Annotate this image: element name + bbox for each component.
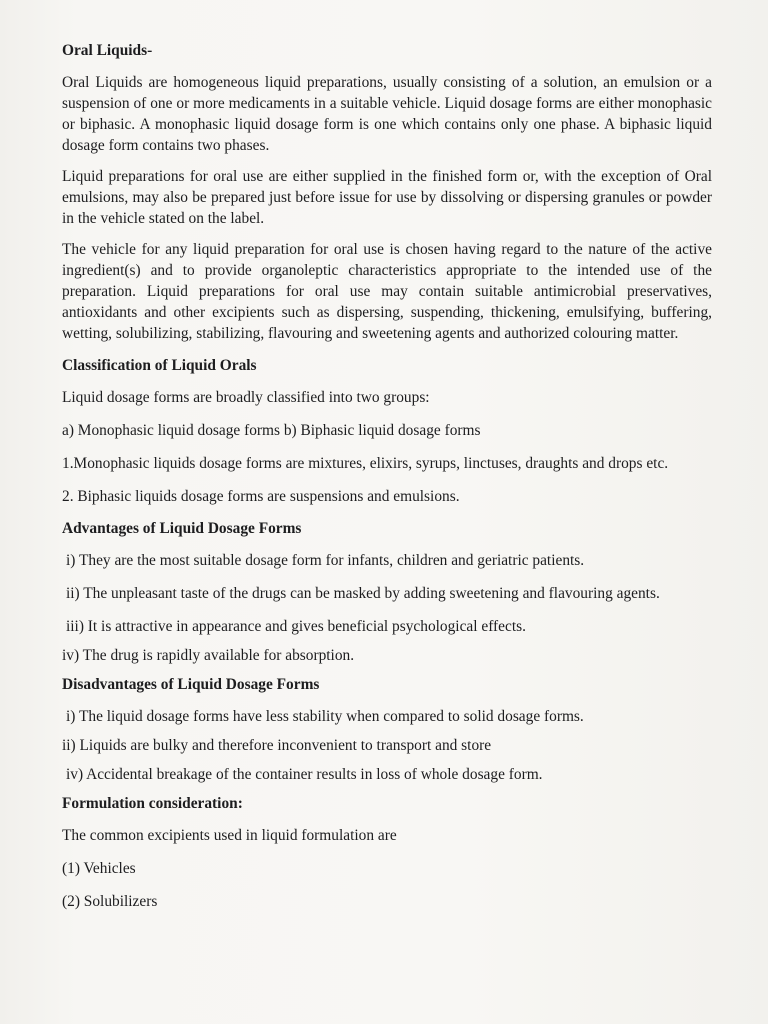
list-item: i) They are the most suitable dosage form for infants, children and geriatric patients. xyxy=(66,552,585,569)
paragraph-supply-and-preparation: Liquid preparations for oral use are either supplied in the finished form or, with the exception of Oral emulsions, may also be prepared just before issue for use by dissolving or dispersing granules or powder in the vehicle stated on the label. xyxy=(62,168,712,227)
paragraph-vehicle-and-excipients: The vehicle for any liquid preparation for oral use is chosen having regard to the nature of the active ingredient(s) and to provide organoleptic characteristics appropriate to the intended use of the preparation. Liquid preparations for oral use may contain suitable antimicrobial preservatives, antioxidants and other excipients such as dispersing, suspending, thickening, emulsifying, buffering, wetting, solubilizing, stabilizing, flavouring and sweetening agents and authorized colouring matter. xyxy=(62,241,712,342)
document-content xyxy=(62,40,712,922)
section-heading-classification: Classification of Liquid Orals xyxy=(62,357,257,374)
list-item: i) The liquid dosage forms have less stability when compared to solid dosage forms. xyxy=(66,708,584,725)
list-item: (1) Vehicles xyxy=(62,860,136,877)
list-item: iv) Accidental breakage of the container results in loss of whole dosage form. xyxy=(66,766,543,783)
classification-line: Liquid dosage forms are broadly classified into two groups: xyxy=(62,389,430,406)
classification-line: a) Monophasic liquid dosage forms b) Biphasic liquid dosage forms xyxy=(62,422,481,439)
section-heading-advantages: Advantages of Liquid Dosage Forms xyxy=(62,520,302,537)
list-item: ii) The unpleasant taste of the drugs can be masked by adding sweetening and flavouring agents. xyxy=(66,585,660,602)
classification-line: 2. Biphasic liquids dosage forms are suspensions and emulsions. xyxy=(62,488,460,505)
list-item: ii) Liquids are bulky and therefore inconvenient to transport and store xyxy=(62,737,492,754)
section-heading-disadvantages: Disadvantages of Liquid Dosage Forms xyxy=(62,676,320,693)
classification-line: 1.Monophasic liquids dosage forms are mixtures, elixirs, syrups, linctuses, draughts and drops etc. xyxy=(62,455,669,472)
list-item: (2) Solubilizers xyxy=(62,893,158,910)
section-heading-oral-liquids: Oral Liquids- xyxy=(62,42,153,59)
paragraph-oral-liquids-definition: Oral Liquids are homogeneous liquid preparations, usually consisting of a solution, an emulsion or a suspension of one or more medicaments in a suitable vehicle. Liquid dosage forms are either monophasic or biphasic. A monophasic liquid dosage form is one which contains only one phase. A biphasic liquid dosage form contains two phases. xyxy=(62,74,712,154)
list-item: iii) It is attractive in appearance and gives beneficial psychological effects. xyxy=(66,618,526,635)
section-heading-formulation: Formulation consideration: xyxy=(62,795,243,812)
formulation-intro: The common excipients used in liquid formulation are xyxy=(62,827,397,844)
list-item: iv) The drug is rapidly available for absorption. xyxy=(62,647,355,664)
